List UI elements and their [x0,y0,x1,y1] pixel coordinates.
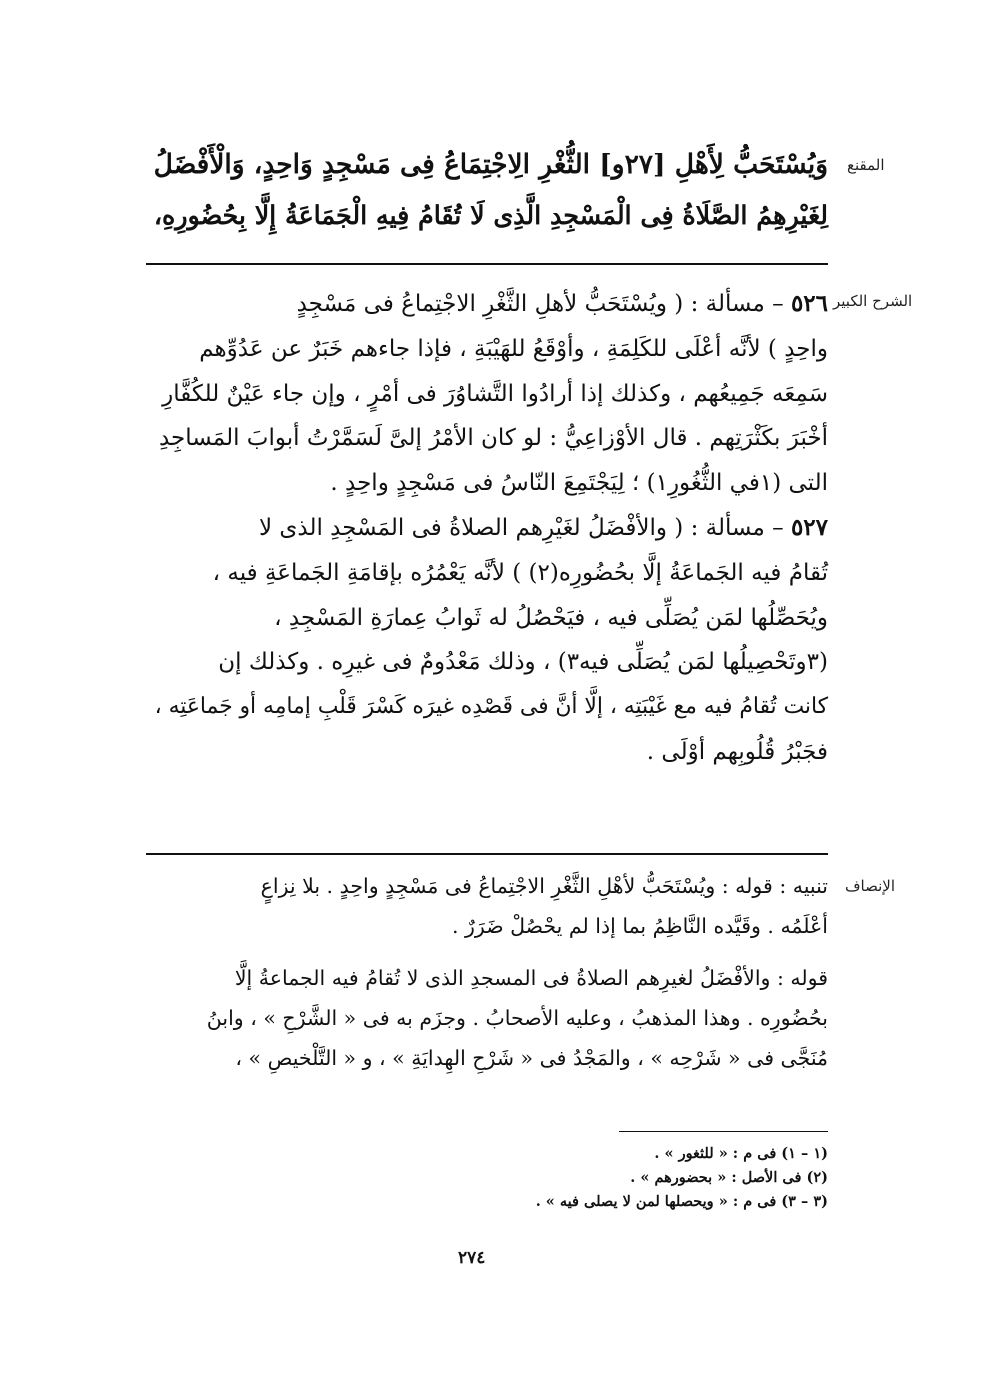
insaf-text [140,866,828,1078]
sharh-line: التى (١في الثُّغُورِ١) ؛ لِيَجْتَمِعَ النّاسُ فى مَسْجِدٍ واحِدٍ . [330,470,828,497]
masala-526-line-1 [140,282,828,327]
insaf-line: بحُضُورِه . وهذا المذهبُ ، وعليه الأصحابُ . وجزَم به فى « الشَّرْحِ » ، وابنُ [206,1006,828,1030]
sharh-line: ويُحَصِّلُها لمَن يُصَلِّى فيه ، فيَحْصُلُ له ثَوابُ عِمارَةِ المَسْجِدِ ، [274,604,828,631]
muqni-line: وَيُسْتَحَبُّ لِأَهْلِ [٢٧و] الثُّغْرِ الِاجْتِمَاعُ فِى مَسْجِدٍ وَاحِدٍ، وَالْأَفْضَلُ [153,149,828,180]
side-label-sharh: الشرح الكبير [833,292,913,310]
sharh-line: (٣وتَحْصِيلُها لمَن يُصَلِّى فيه٣) ، وذلك مَعْدُومٌ فى غيرِه . وكذلك إن [218,649,828,676]
sharh-text [140,282,828,775]
section-divider [146,263,828,265]
masala-text: – مسألة : ( ويُسْتَحَبُّ لأهلِ الثَّغْرِ الاجْتِماعُ فى مَسْجِدٍ [296,291,784,317]
sharh-line: أخْبَرَ بكَثْرَتِهم . قال الأوْزاعِيُّ : لو كان الأمْرُ إلىَّ لَسَمَّرْتُ أبوابَ المَساجِدِ [158,425,828,452]
section-divider [146,853,828,855]
side-label-muqni: المقنع [847,156,885,174]
side-label-insaf: الإنصاف [845,877,896,895]
masala-number: ٥٢٧ [790,513,828,541]
muqni-text [140,140,828,240]
sharh-line: فجَبْرُ قُلُوبِهم أوْلَى . [646,738,828,765]
sharh-line: تُقامُ فيه الجَماعَةُ إلَّا بحُضُورِه(٢) ) لأنَّه يَعْمُرُه بإقامَةِ الجَماعَةِ فيه ، [212,559,828,586]
masala-527-line-1 [140,506,828,551]
footnote-divider [619,1131,828,1132]
page-number: ٢٧٤ [458,1248,486,1268]
footnote: (٢) فى الأصل : « بحضورهم » . [630,1169,828,1186]
sharh-line: واحِدٍ ) لأنَّه أعْلَى للكَلِمَةِ ، وأوْقَعُ للهَيْبَةِ ، فإذا جاءهم خَبَرٌ عن عَدُوِّهم [199,335,828,362]
sharh-line: كانت تُقامُ فيه مع غَيْبَتِه ، إلَّا أنَّ فى قَصْدِه غيرَه كَسْرَ قَلْبِ إمامِه أو جَماعَتِه ، [154,694,828,720]
footnote: (١ – ١) فى م : « للثغور » . [654,1145,828,1162]
footnote: (٣ – ٣) فى م : « ويحصلها لمن لا يصلى فيه » . [535,1193,828,1210]
insaf-line: قوله : والأفْضَلُ لغيرِهم الصلاةُ فى المسجدِ الذى لا تُقامُ فيه الجماعةُ إلَّا [234,966,828,990]
insaf-line: أعْلَمُه . وقَيَّده النَّاظِمُ بما إذا لم يحْصُلْ ضَرَرٌ . [451,914,828,938]
masala-number: ٥٢٦ [790,290,828,317]
footnotes [440,1142,828,1214]
insaf-line: تنبيه : قوله : ويُسْتَحَبُّ لأهْلِ الثَّغْرِ الاجْتِماعُ فى مَسْجِدٍ واحِدٍ . بلا نِزاعٍ [260,874,828,898]
masala-text: – مسألة : ( والأفْضَلُ لغَيْرِهم الصلاةُ فى المَسْجِدِ الذى لا [258,514,784,541]
insaf-line: مُنَجَّى فى « شَرْحِه » ، والمَجْدُ فى « شَرْحِ الهِدايَةِ » ، و « التَّلْخيصِ » ، [235,1046,828,1070]
muqni-line: لِغَيْرِهِمُ الصَّلَاةُ فِى الْمَسْجِدِ الَّذِى لَا تُقَامُ فِيهِ الْجَمَاعَةُ إِلَّا بِحُضُورِهِ، [153,200,828,230]
sharh-line: سَمِعَه جَمِيعُهم ، وكذلك إذا أرادُوا التَّشاوُرَ فى أمْرٍ ، وإن جاء عَيْنٌ للكُفَّارِ [162,380,828,407]
